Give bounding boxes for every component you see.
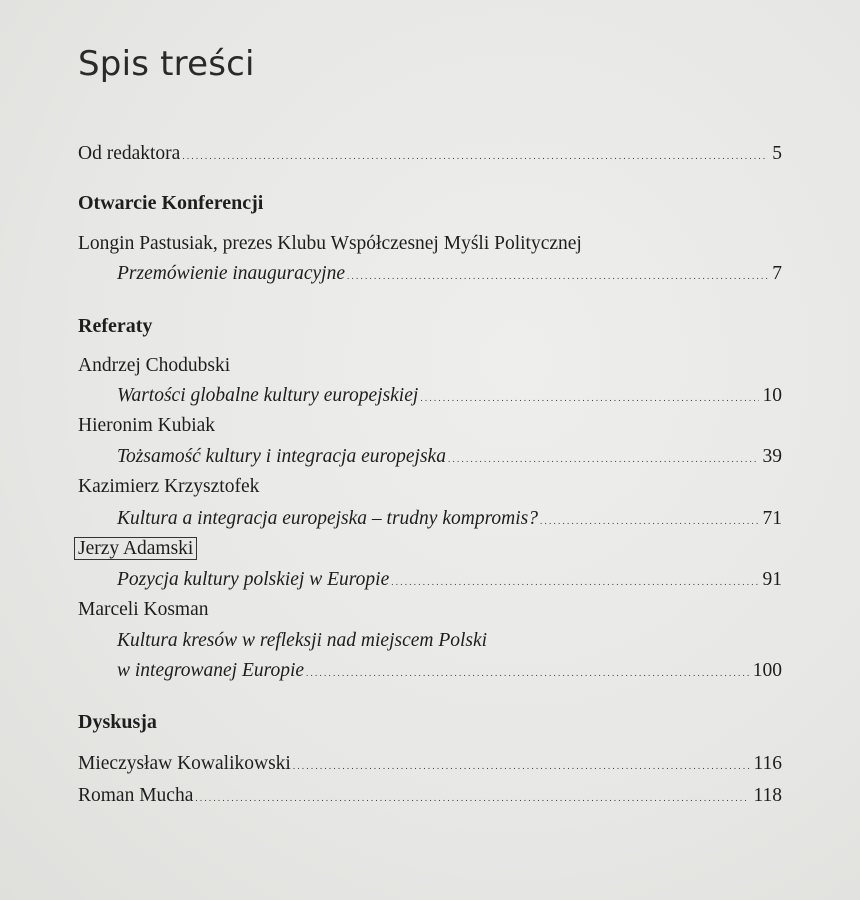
- toc-page-number: 71: [762, 508, 782, 529]
- toc-entry-title: Kultura a integracja europejska – trudny kompromis?: [117, 508, 539, 529]
- toc-page-number: 100: [752, 660, 782, 681]
- toc-entry: [117, 383, 782, 411]
- toc-entry-title-line: [117, 628, 487, 654]
- toc-entry-title: Wartości globalne kultury europejskiej: [117, 385, 419, 406]
- toc-entry: [78, 751, 782, 779]
- toc-author: Marceli Kosman: [78, 599, 209, 620]
- toc-entry: [117, 567, 782, 595]
- toc-entry: [117, 658, 782, 686]
- toc-page-number: 5: [772, 143, 782, 164]
- toc-page-number: 118: [753, 785, 782, 806]
- section-heading-referaty: Referaty: [78, 315, 153, 337]
- author-highlight-box: Jerzy Adamski: [74, 537, 197, 560]
- toc-entry-title: w integrowanej Europie: [117, 660, 305, 681]
- toc-author: Longin Pastusiak, prezes Klubu Współczesnej Myśli Politycznej: [78, 233, 582, 254]
- dot-leader: [306, 658, 749, 686]
- toc-author: Andrzej Chodubski: [78, 355, 231, 376]
- toc-entry: [117, 444, 782, 472]
- toc-entry-title: Tożsamość kultury i integracja europejska: [117, 446, 446, 467]
- toc-page-number: 10: [762, 385, 782, 406]
- dot-leader: [347, 261, 768, 289]
- toc-entry-label: Od redaktora: [78, 143, 181, 164]
- toc-author: Kazimierz Krzysztofek: [78, 476, 260, 497]
- dot-leader: [448, 444, 759, 472]
- toc-entry-label: Mieczysław Kowalikowski: [78, 753, 291, 774]
- toc-page-number: 116: [753, 753, 782, 774]
- toc-entry: [117, 506, 782, 534]
- toc-author-highlighted: [78, 536, 197, 562]
- toc-page-number: 39: [762, 446, 782, 467]
- toc-entry-label: Roman Mucha: [78, 785, 194, 806]
- dot-leader: [293, 751, 750, 779]
- toc-author: Hieronim Kubiak: [78, 415, 216, 436]
- toc-entry-title: Przemówienie inauguracyjne: [117, 263, 345, 284]
- dot-leader: [391, 567, 758, 595]
- dot-leader: [182, 141, 768, 169]
- dot-leader: [540, 506, 758, 534]
- toc-entry-przemowienie: [117, 261, 782, 289]
- toc-page-number: 7: [772, 263, 782, 284]
- page-title: Spis treści: [78, 44, 255, 84]
- toc-entry: [78, 783, 782, 811]
- toc-entry-title: Pozycja kultury polskiej w Europie: [117, 569, 390, 590]
- section-heading-dyskusja: Dyskusja: [78, 711, 157, 733]
- toc-entry-title: Kultura kresów w refleksji nad miejscem Polski: [117, 630, 488, 651]
- dot-leader: [195, 783, 749, 811]
- section-heading-otwarcie: Otwarcie Konferencji: [78, 192, 264, 214]
- toc-entry-od-redaktora: [78, 141, 782, 169]
- toc-page-number: 91: [762, 569, 782, 590]
- dot-leader: [420, 383, 758, 411]
